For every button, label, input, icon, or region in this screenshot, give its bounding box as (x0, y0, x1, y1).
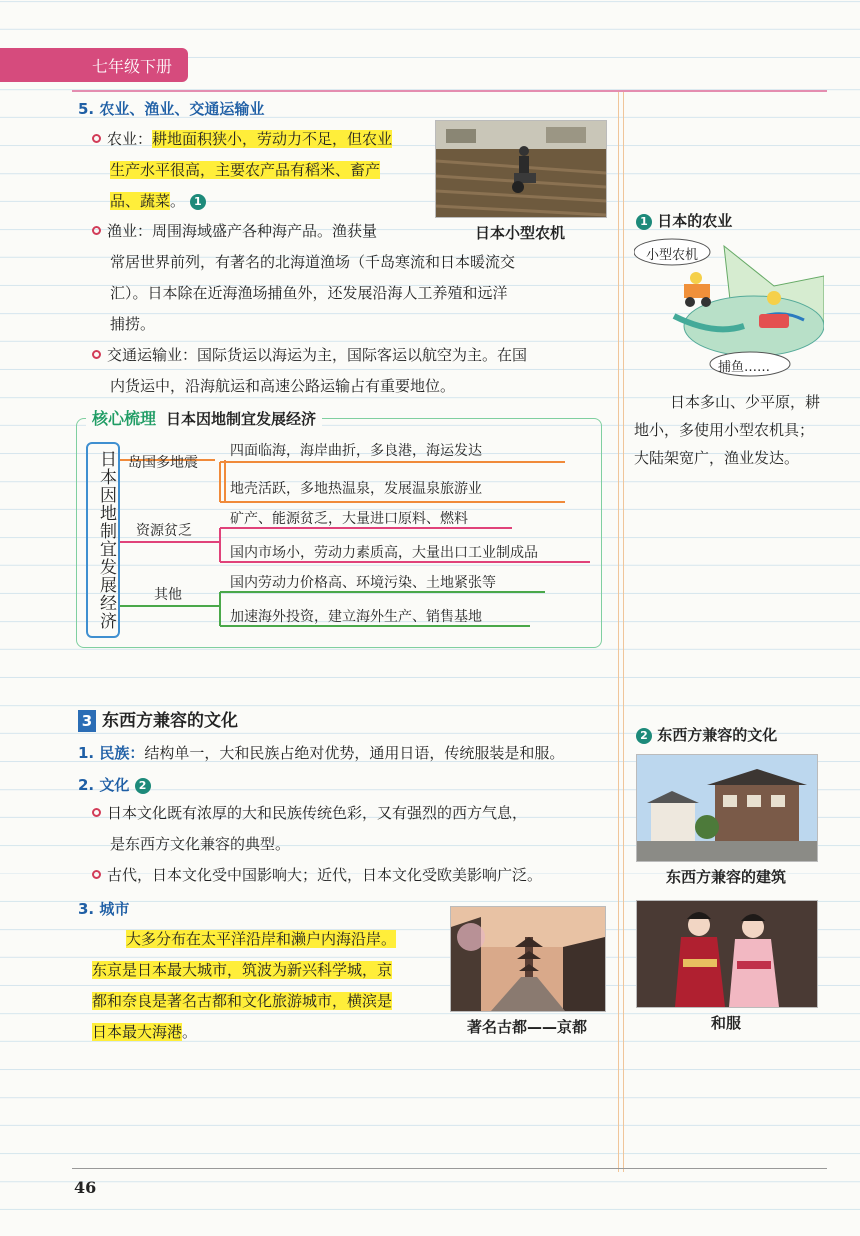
note-ref-2-icon: 2 (636, 728, 652, 744)
agriculture-paragraph: 农业：耕地面积狭小，劳动力不足，但农业 生产水平很高，主要农产品有稻米、畜产 品、蔬菜。 1 (92, 124, 432, 217)
bullet-icon (92, 350, 101, 359)
culture-paragraph: 日本文化既有浓厚的大和民族传统色彩，又有强烈的西方气息， 是东西方文化兼容的典型。 古代，日本文化受中国影响大；近代，日本文化受欧美影响广泛。 (92, 798, 618, 891)
bullet-icon (92, 134, 101, 143)
branch-1-name: 岛国多地震 (128, 455, 198, 471)
bottom-rule (72, 1168, 827, 1169)
column-divider-2 (623, 92, 624, 1172)
mindmap-title: 核心梳理 日本因地制宜发展经济 (86, 406, 322, 429)
note-ref-1-icon: 1 (190, 194, 206, 210)
bullet-icon (92, 808, 101, 817)
kyoto-caption: 著名古都——京都 (466, 1018, 587, 1036)
column-divider (618, 92, 619, 1172)
note2-title: 2 东西方兼容的文化 (636, 724, 777, 745)
note1-text: 日本多山、少平原，耕 地小，多使用小型农机具； 大陆架宽广，渔业发达。 (634, 393, 821, 467)
building-photo (636, 754, 818, 862)
building-caption: 东西方兼容的建筑 (665, 868, 786, 886)
note-ref-1-icon: 1 (636, 214, 652, 230)
branch-2-name: 资源贫乏 (136, 523, 192, 539)
branch-3-name: 其他 (154, 587, 182, 603)
city-heading: 3. 城市 (78, 900, 130, 918)
note-ref-2-icon: 2 (135, 778, 151, 794)
kimono-caption: 和服 (710, 1014, 741, 1032)
kyoto-photo (450, 906, 606, 1012)
branch-2-item-2: 国内市场小，劳动力素质高，大量出口工业制成品 (230, 545, 538, 561)
culture-heading: 2. 文化 2 (78, 774, 151, 795)
branch-1-item-2: 地壳活跃，多地热温泉，发展温泉旅游业 (230, 481, 482, 497)
branch-1-item-1: 四面临海，海岸曲折，多良港，海运发达 (230, 443, 482, 459)
bullet-icon (92, 226, 101, 235)
branch-2-item-1: 矿产、能源贫乏，大量进口原料、燃料 (230, 511, 468, 527)
fishery-paragraph: 渔业：周围海域盛产各种海产品。渔获量 常居世界前列，有著名的北海道渔场（千岛寒流和日本暖流交 汇）。日本除在近海渔场捕鱼外，还发展沿海人工养殖和远洋 捕捞。 (92, 216, 612, 340)
transport-paragraph: 交通运输业：国际货运以海运为主，国际客运以航空为主。在国 内货运中，沿海航运和高速公路运输占有重要地位。 (92, 340, 612, 402)
section5-heading: 5. 农业、渔业、交通运输业 (78, 100, 265, 118)
section3-heading: 3 东西方兼容的文化 (78, 706, 238, 732)
farm-machine-photo (435, 120, 607, 218)
grade-tab: 七年级下册 (0, 48, 188, 82)
branch-3-item-2: 加速海外投资，建立海外生产、销售基地 (230, 609, 482, 625)
top-rule (72, 90, 827, 92)
mindmap-root: 日本因地制宜发展经济 (86, 442, 120, 638)
branch-3-item-1: 国内劳动力价格高、环境污染、土地紧张等 (230, 575, 496, 591)
note1-title: 1 日本的农业 (636, 210, 732, 231)
bubble-farm-machine: 小型农机 (646, 248, 699, 263)
bubble-fishing: 捕鱼…… (718, 360, 771, 375)
kimono-photo (636, 900, 818, 1008)
farm-machine-caption: 日本小型农机 (474, 224, 565, 242)
bullet-icon (92, 870, 101, 879)
ethnicity-line: 1. 民族：结构单一，大和民族占绝对优势，通用日语，传统服装是和服。 (78, 744, 565, 762)
page-number: 46 (74, 1178, 97, 1197)
city-paragraph: 大多分布在太平洋沿岸和濑户内海沿岸。 东京是日本最大城市，筑波为新兴科学城，京 都和奈良是著名古都和文化旅游城市，横滨是 日本最大海港。 (92, 930, 397, 1041)
